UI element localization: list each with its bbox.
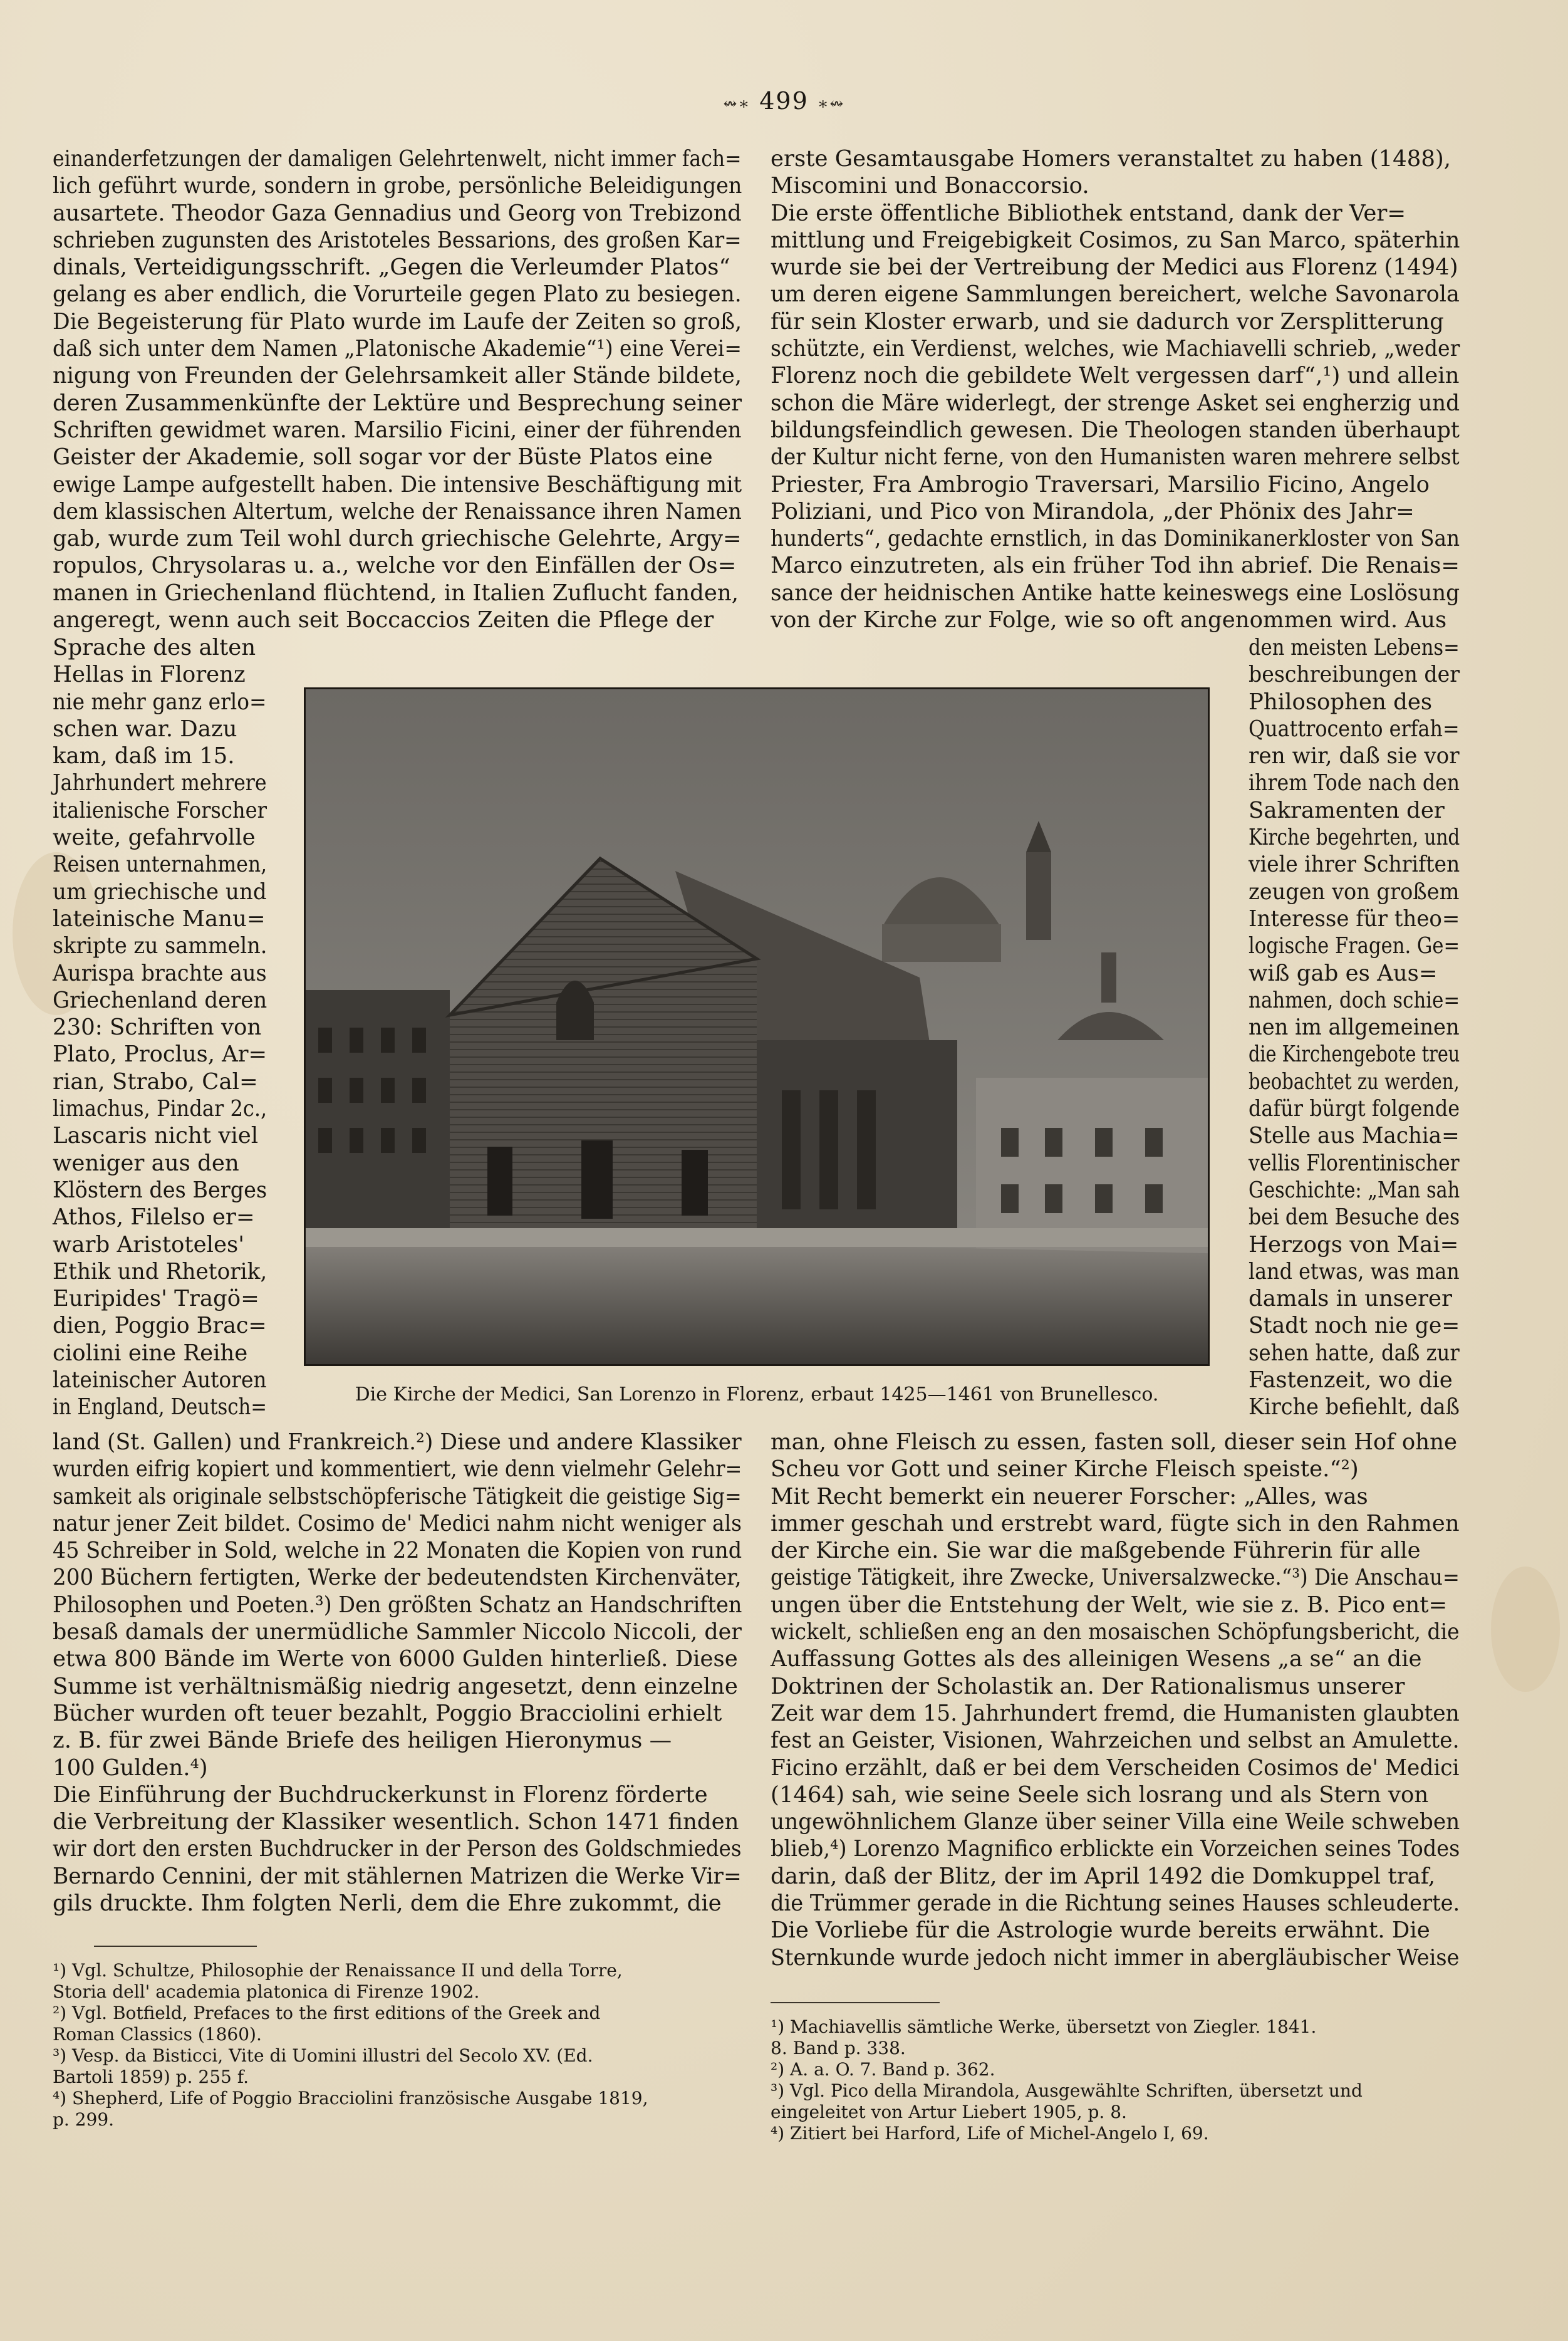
text-line: ewige Lampe aufgestellt haben. Die intensive Beschäftigung mit (53, 471, 742, 498)
text-line: Die Einführung der Buchdruckerkunst in Florenz förderte (53, 1781, 708, 1808)
text-line: skripte zu sammeln. (53, 933, 267, 959)
text-line: Interesse für theo= (1249, 905, 1460, 932)
page-number-text: 499 (759, 87, 809, 115)
text-line: lich geführt wurde, sondern in grobe, persönliche Beleidigungen (53, 173, 742, 199)
text-line: etwa 800 Bände im Werte von 6000 Gulden hinterließ. Diese (53, 1646, 738, 1672)
san-lorenzo-illustration (306, 689, 1208, 1364)
text-line: bildungsfeindlich gewesen. Die Theologen standen überhaupt (771, 417, 1460, 443)
text-line: für sein Kloster erwarb, und sie dadurch vor Zersplitterung (771, 308, 1444, 335)
text-line: Philosophen des (1249, 689, 1433, 715)
paragraph (53, 634, 267, 1421)
text-line: land etwas, was man (1249, 1258, 1460, 1285)
text-line: nie mehr ganz erlo= (53, 689, 267, 715)
text-line: schützte, ein Verdienst, welches, wie Machiavelli schrieb, „weder (771, 336, 1460, 362)
text-line: um griechische und (53, 879, 267, 905)
text-line: dem klassischen Altertum, welche der Renaissance ihren Namen (53, 498, 742, 524)
text-line: Poliziani, und Pico von Mirandola, „der Phönix des Jahr= (771, 498, 1415, 524)
left-footnotes (53, 1960, 742, 2130)
text-line: beobachtet zu werden, (1249, 1068, 1460, 1095)
text-line: um deren eigene Sammlungen bereichert, welche Savonarola (771, 281, 1460, 308)
text-line: ropulos, Chrysolaras u. a., welche vor den Einfällen der Os= (53, 553, 737, 579)
right-column-top (771, 145, 1460, 633)
text-line: dafür bürgt folgende (1249, 1096, 1460, 1122)
text-line: ¹) Vgl. Schultze, Philosophie der Renaissance II und della Torre, (53, 1960, 623, 1981)
text-line: land (St. Gallen) und Frankreich.²) Diese und andere Klassiker (53, 1429, 742, 1455)
text-line: viele ihrer Schriften (1249, 852, 1460, 878)
paragraph (1249, 634, 1460, 1421)
text-line: zeugen von großem (1249, 879, 1460, 905)
text-line: 230: Schriften von (53, 1014, 262, 1041)
text-line: Hellas in Florenz (53, 662, 246, 688)
text-line: Plato, Proclus, Ar= (53, 1041, 267, 1068)
text-line: limachus, Pindar 2c., (53, 1096, 267, 1122)
text-line: Herzogs von Mai= (1249, 1231, 1459, 1258)
text-line: Griechenland deren (53, 987, 267, 1013)
text-line: Die Begeisterung für Plato wurde im Laufe der Zeiten so groß, (53, 308, 742, 335)
ornament-right-icon: ∗↭ (817, 95, 845, 113)
text-line: ³) Vesp. da Bisticci, Vite di Uomini illustri del Secolo XV. (Ed. (53, 2045, 593, 2066)
text-line: Florenz noch die gebildete Welt vergessen darf“,¹) und allein (771, 363, 1460, 389)
text-line: bei dem Besuche des (1249, 1204, 1460, 1231)
text-line: ihrem Tode nach den (1249, 770, 1460, 796)
page-number (0, 86, 1568, 118)
text-line: Ethik und Rhetorik, (53, 1258, 267, 1285)
text-line: Philosophen und Poeten.³) Den größten Schatz an Handschriften (53, 1592, 742, 1618)
text-line: Aurispa brachte aus (53, 960, 267, 986)
text-line: die Trümmer gerade in die Richtung seines Hauses schleuderte. (771, 1890, 1460, 1917)
text-line: eingeleitet von Artur Liebert 1905, p. 8. (771, 2102, 1127, 2122)
right-footnotes (771, 2016, 1460, 2144)
text-line: nigung von Freunden der Gelehrsamkeit aller Stände bildete, (53, 363, 742, 389)
text-line: wir dort den ersten Buchdrucker in der Person des Goldschmiedes (53, 1836, 742, 1862)
text-line: Geschichte: „Man sah (1249, 1177, 1460, 1203)
text-line: schon die Märe widerlegt, der strenge Asket sei engherzig und (771, 390, 1460, 416)
text-line: warb Aristoteles' (53, 1231, 244, 1258)
text-line: Storia dell' academia platonica di Firenze 1902. (53, 1981, 480, 2002)
right-column-narrow (1249, 634, 1460, 1421)
text-line: Ficino erzählt, daß er bei dem Verscheiden Cosimos de' Medici (771, 1754, 1460, 1781)
text-line: ren wir, daß sie vor (1249, 743, 1460, 769)
text-line: Jahrhundert mehrere (53, 770, 267, 796)
text-line: Kirche begehrten, und (1249, 825, 1460, 851)
text-line: angeregt, wenn auch seit Boccaccios Zeiten die Pflege der (53, 607, 714, 633)
text-line: Die erste öffentliche Bibliothek entstand, dank der Ver= (771, 200, 1406, 226)
text-line: Priester, Fra Ambrogio Traversari, Marsilio Ficino, Angelo (771, 471, 1430, 498)
text-line: Sakramenten der (1249, 797, 1445, 823)
text-line: ²) Vgl. Botfield, Prefaces to the first editions of the Greek and (53, 2003, 601, 2023)
text-line: gils druckte. Ihm folgten Nerli, dem die Ehre zukommt, die (53, 1890, 722, 1917)
footnotes (771, 2016, 1460, 2144)
text-line: lateinischer Autoren (53, 1367, 267, 1394)
text-line: Auffassung Gottes als des alleinigen Wesens „a se“ an die (771, 1646, 1422, 1672)
text-line: Lascaris nicht viel (53, 1123, 259, 1149)
text-line: wickelt, schließen eng an den mosaischen Schöpfungsbericht, die (771, 1619, 1460, 1645)
text-line: ausartete. Theodor Gaza Gennadius und Georg von Trebizond (53, 200, 742, 226)
text-line: gab, wurde zum Teil wohl durch griechische Gelehrte, Argy= (53, 526, 742, 552)
text-line: Sternkunde wurde jedoch nicht immer in abergläubischer Weise (771, 1944, 1460, 1971)
text-line: schrieben zugunsten des Aristoteles Bessarions, des großen Kar= (53, 227, 742, 253)
paragraph (53, 1429, 742, 1917)
text-line: wurden eifrig kopiert und kommentiert, wie denn vielmehr Gelehr= (53, 1456, 742, 1483)
text-line: erste Gesamtausgabe Homers veranstaltet zu haben (1488), (771, 146, 1451, 172)
text-line: Reisen unternahmen, (53, 852, 267, 878)
text-line: Bartoli 1859) p. 255 f. (53, 2067, 249, 2087)
right-column-bottom (771, 1429, 1460, 1971)
text-line: Athos, Filelso er= (53, 1204, 255, 1231)
text-line: weniger aus den (53, 1150, 239, 1176)
figure-caption: Die Kirche der Medici, San Lorenzo in Florenz, erbaut 1425—1461 von Brunellesco. (355, 1384, 1159, 1405)
paragraph (53, 145, 742, 633)
text-line: Roman Classics (1860). (53, 2024, 262, 2045)
text-line: die Verbreitung der Klassiker wesentlich. Schon 1471 finden (53, 1809, 739, 1835)
text-line: wiß gab es Aus= (1249, 960, 1438, 986)
text-line: Stelle aus Machia= (1249, 1123, 1460, 1149)
text-line: man, ohne Fleisch zu essen, fasten soll, dieser sein Hof ohne (771, 1429, 1457, 1455)
text-line: mittlung und Freigebigkeit Cosimos, zu San Marco, späterhin (771, 227, 1460, 253)
text-line: Quattrocento erfah= (1249, 716, 1460, 742)
text-line: hunderts“, gedachte ernstlich, in das Dominikanerkloster von San (771, 526, 1460, 552)
text-line: Euripides' Tragö= (53, 1286, 259, 1312)
text-line: sehen hatte, daß zur (1249, 1340, 1460, 1366)
text-line: damals in unserer (1249, 1286, 1452, 1312)
text-line: besaß damals der unermüdliche Sammler Niccolo Niccoli, der (53, 1619, 742, 1645)
footnote-rule (94, 1946, 257, 1947)
left-column-top (53, 145, 742, 633)
text-line: gelang es aber endlich, die Vorurteile gegen Plato zu besiegen. (53, 281, 742, 308)
text-line: vellis Florentinischer (1249, 1150, 1460, 1176)
text-line: wurde sie bei der Vertreibung der Medici aus Florenz (1494) (771, 254, 1458, 281)
text-line: Geister der Akademie, soll sogar vor der Büste Platos eine (53, 444, 713, 471)
text-line: z. B. für zwei Bände Briefe des heiligen Hieronymus — (53, 1728, 672, 1754)
text-line: deren Zusammenkünfte der Lektüre und Besprechung seiner (53, 390, 742, 416)
text-line: Stadt noch nie ge= (1249, 1313, 1460, 1339)
text-line: ungen über die Entstehung der Welt, wie sie z. B. Pico ent= (771, 1592, 1448, 1618)
text-line: den meisten Lebens= (1249, 635, 1460, 660)
text-line: nahmen, doch schie= (1249, 987, 1460, 1013)
text-line: ungewöhnlichem Glanze über seiner Villa eine Weile schweben (771, 1809, 1460, 1835)
text-line: 8. Band p. 338. (771, 2038, 906, 2058)
text-line: beschreibungen der (1249, 662, 1460, 688)
text-line: der Kultur nicht ferne, von den Humanisten waren mehrere selbst (771, 444, 1460, 471)
paper-stain (1491, 1567, 1560, 1692)
text-line: Zeit war dem 15. Jahrhundert fremd, die Humanisten glaubten (771, 1700, 1460, 1726)
text-line: Marco einzutreten, als ein früher Tod ihn abrief. Die Renais= (771, 553, 1460, 579)
text-line: rian, Strabo, Cal= (53, 1068, 258, 1095)
text-line: ciolini eine Reihe (53, 1340, 248, 1366)
text-line: ²) A. a. O. 7. Band p. 362. (771, 2059, 995, 2080)
text-line: nen im allgemeinen (1249, 1014, 1460, 1041)
text-line: der Kirche ein. Sie war die maßgebende Führerin für alle (771, 1538, 1421, 1564)
text-line: Miscomini und Bonaccorsio. (771, 173, 1089, 199)
text-line: italienische Forscher (53, 797, 267, 823)
text-line: (1464) sah, wie seine Seele sich losrang und als Stern von (771, 1781, 1429, 1808)
text-line: Doktrinen der Scholastik an. Der Rationalismus unserer (771, 1673, 1405, 1699)
text-line: Bücher wurden oft teuer bezahlt, Poggio Bracciolini erhielt (53, 1700, 722, 1726)
text-line: Kirche befiehlt, daß (1249, 1394, 1460, 1421)
text-line: schen war. Dazu (53, 716, 237, 742)
text-line: in England, Deutsch= (53, 1394, 267, 1421)
text-line: daß sich unter dem Namen „Platonische Akademie“¹) eine Verei= (53, 336, 742, 362)
text-line: Schriften gewidmet waren. Marsilio Ficini, einer der führenden (53, 417, 742, 443)
text-line: Scheu vor Gott und seiner Kirche Fleisch speiste.“²) (771, 1456, 1359, 1483)
text-line: p. 299. (53, 2109, 115, 2130)
text-line: lateinische Manu= (53, 905, 266, 932)
text-line: ⁴) Shepherd, Life of Poggio Bracciolini französische Ausgabe 1819, (53, 2088, 648, 2109)
text-line: weite, gefahrvolle (53, 825, 256, 851)
text-line: darin, daß der Blitz, der im April 1492 die Domkuppel traf, (771, 1863, 1435, 1889)
text-line: 200 Büchern fertigten, Werke der bedeutendsten Kirchenväter, (53, 1565, 742, 1591)
text-line: Summe ist verhältnismäßig niedrig angesetzt, denn einzelne (53, 1673, 738, 1699)
text-line: ³) Vgl. Pico della Mirandola, Ausgewählte Schriften, übersetzt und (771, 2080, 1363, 2101)
paragraph (771, 145, 1460, 633)
footnote-rule (771, 2002, 940, 2003)
text-line: dien, Poggio Brac= (53, 1313, 267, 1339)
text-line: Die Vorliebe für die Astrologie wurde bereits erwähnt. Die (771, 1917, 1430, 1944)
paragraph (771, 1429, 1460, 1971)
text-line: geistige Tätigkeit, ihre Zwecke, Universalzwecke.“³) Die Anschau= (771, 1565, 1460, 1591)
church-photo (304, 687, 1210, 1366)
text-line: Klöstern des Berges (53, 1177, 267, 1203)
text-line: manen in Griechenland flüchtend, in Italien Zuflucht fanden, (53, 580, 739, 606)
ornament-left-icon: ↭∗ (723, 95, 751, 113)
left-column-narrow (53, 634, 267, 1421)
text-line: sance der heidnischen Antike hatte keineswegs eine Loslösung (771, 580, 1460, 606)
text-line: dinals, Verteidigungsschrift. „Gegen die Verleumder Platos“ (53, 254, 730, 281)
text-line: samkeit als originale selbstschöpferische Tätigkeit die geistige Sig= (53, 1483, 742, 1509)
text-line: kam, daß im 15. (53, 743, 235, 769)
text-line: einanderfetzungen der damaligen Gelehrtenwelt, nicht immer fach= (53, 146, 742, 172)
text-line: Sprache des alten (53, 635, 256, 660)
text-line: von der Kirche zur Folge, wie so oft angenommen wird. Aus (771, 607, 1447, 633)
text-line: Bernardo Cennini, der mit stählernen Matrizen die Werke Vir= (53, 1863, 742, 1889)
text-line: blieb,⁴) Lorenzo Magnifico erblickte ein Vorzeichen seines Todes (771, 1836, 1460, 1862)
footnotes (53, 1960, 742, 2130)
text-line: fest an Geister, Visionen, Wahrzeichen und selbst an Amulette. (771, 1728, 1460, 1754)
text-line: immer geschah und erstrebt ward, fügte sich in den Rahmen (771, 1510, 1460, 1536)
text-line: Fastenzeit, wo die (1249, 1367, 1453, 1394)
text-line: 100 Gulden.⁴) (53, 1754, 208, 1781)
text-line: 45 Schreiber in Sold, welche in 22 Monaten die Kopien von rund (53, 1538, 742, 1564)
text-line: Mit Recht bemerkt ein neuerer Forscher: „Alles, was (771, 1483, 1368, 1509)
text-line: logische Fragen. Ge= (1249, 933, 1460, 959)
text-line: ¹) Machiavellis sämtliche Werke, übersetzt von Ziegler. 1841. (771, 2016, 1317, 2037)
text-line: ⁴) Zitiert bei Harford, Life of Michel-Angelo I, 69. (771, 2123, 1209, 2144)
text-line: die Kirchengebote treu (1249, 1041, 1460, 1068)
left-column-bottom (53, 1429, 742, 1917)
text-line: natur jener Zeit bildet. Cosimo de' Medici nahm nicht weniger als (53, 1510, 742, 1536)
